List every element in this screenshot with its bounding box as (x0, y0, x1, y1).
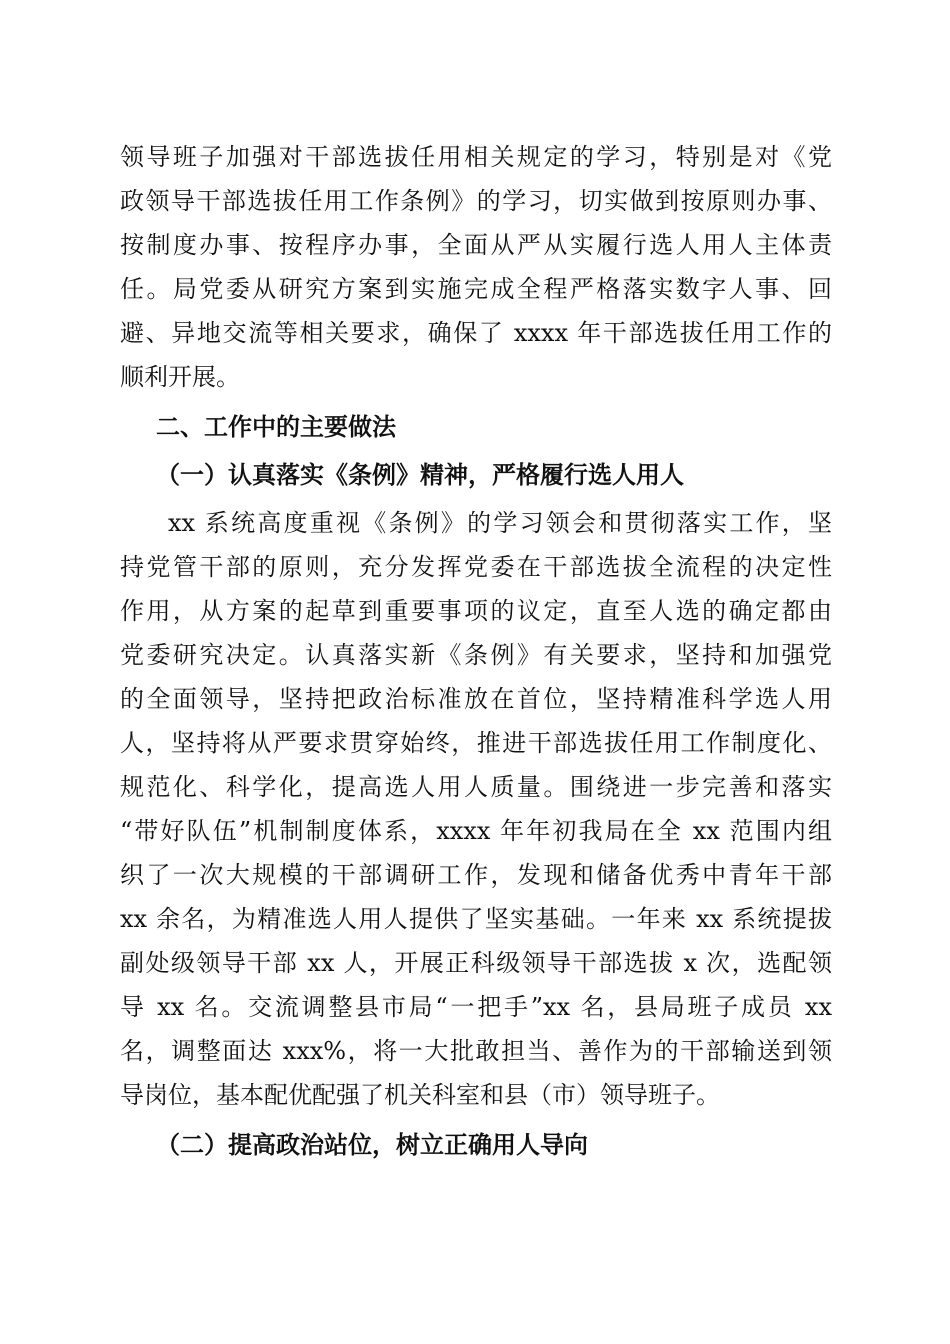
paragraph-2-line-2: 持党管干部的原则，充分发挥党委在干部选拔全流程的决定性 (120, 553, 832, 581)
subheading-1: （一）认真落实《条例》精神，严格履行选人用人 (156, 460, 684, 489)
paragraph-2-line-3: 作用，从方案的起草到重要事项的议定，直至人选的确定都由 (120, 597, 832, 625)
paragraph-2-line-7: 规范化、科学化，提高选人用人质量。围绕进一步完善和落实 (120, 773, 832, 801)
paragraph-2-line-4: 党委研究决定。认真落实新《条例》有关要求，坚持和加强党 (120, 641, 832, 669)
paragraph-2-line-9: 织了一次大规模的干部调研工作，发现和储备优秀中青年干部 (120, 861, 832, 889)
paragraph-1-line-3: 按制度办事、按程序办事，全面从严从实履行选人用人主体责 (120, 231, 832, 259)
paragraph-1-line-2: 政领导干部选拔任用工作条例》的学习，切实做到按原则办事、 (120, 187, 832, 215)
paragraph-2-line-12: 导 xx 名。交流调整县市局“一把手”xx 名，县局班子成员 xx (120, 993, 832, 1021)
paragraph-2-line-6: 人，坚持将从严要求贯穿始终，推进干部选拔任用工作制度化、 (120, 729, 832, 757)
paragraph-2-line-13: 名，调整面达 xxx%，将一大批敢担当、善作为的干部输送到领 (120, 1037, 832, 1065)
paragraph-2-line-10: xx 余名，为精准选人用人提供了坚实基础。一年来 xx 系统提拔 (120, 905, 832, 933)
subheading-2: （二）提高政治站位，树立正确用人导向 (156, 1130, 588, 1159)
paragraph-2-line-5: 的全面领导，坚持把政治标准放在首位，坚持精准科学选人用 (120, 685, 832, 713)
paragraph-2-line-14: 导岗位，基本配优配强了机关科室和县（市）领导班子。 (120, 1081, 720, 1109)
paragraph-2-line-8: “带好队伍”机制制度体系，xxxx 年年初我局在全 xx 范围内组 (120, 817, 832, 845)
paragraph-1-line-1: 领导班子加强对干部选拔任用相关规定的学习，特别是对《党 (120, 143, 832, 171)
paragraph-1-line-5: 避、异地交流等相关要求，确保了 xxxx 年干部选拔任用工作的 (120, 319, 832, 347)
paragraph-1-line-4: 任。局党委从研究方案到实施完成全程严格落实数字人事、回 (120, 275, 832, 303)
paragraph-2-line-1: xx 系统高度重视《条例》的学习领会和贯彻落实工作，坚 (168, 509, 832, 537)
paragraph-2-line-11: 副处级领导干部 xx 人，开展正科级领导干部选拔 x 次，选配领 (120, 949, 832, 977)
paragraph-1-line-6: 顺利开展。 (120, 363, 240, 391)
section-heading: 二、工作中的主要做法 (156, 413, 396, 441)
